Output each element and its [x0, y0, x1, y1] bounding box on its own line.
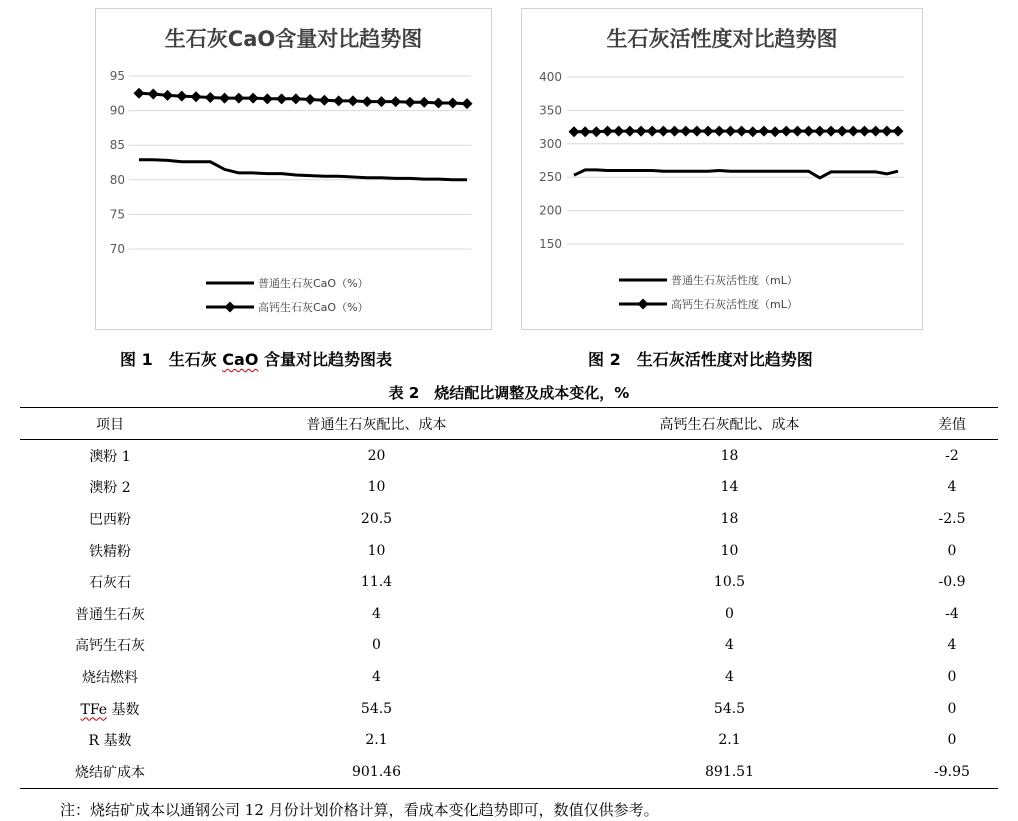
data-point [462, 98, 473, 109]
y-tick-label: 80 [109, 172, 125, 187]
data-point [134, 88, 145, 99]
table-row [20, 472, 998, 504]
table-cell: 18 [720, 510, 739, 527]
data-point [725, 126, 736, 137]
table-title: 表 2 烧结配比调整及成本变化，% [388, 384, 630, 402]
table-row [20, 630, 998, 662]
y-tick-label: 300 [539, 136, 562, 151]
table-cell: 891.51 [553, 756, 906, 788]
data-point [205, 92, 216, 103]
column-header: 高钙生石灰配比、成本 [553, 408, 906, 440]
table-cell: 高钙生石灰 [75, 638, 145, 655]
table-row [20, 756, 998, 788]
table-cell: 巴西粉 [89, 511, 131, 528]
table-cell: 0 [947, 668, 957, 685]
table-cell: 4 [947, 637, 957, 654]
data-point [803, 126, 814, 137]
data-point [758, 126, 769, 137]
table-header-row [20, 408, 998, 440]
tfe-term: TFe [80, 701, 108, 718]
data-point [669, 126, 680, 137]
data-point [319, 95, 330, 106]
data-point [262, 93, 273, 104]
cost-comparison-table [20, 407, 998, 789]
data-point [647, 126, 658, 137]
data-point [419, 97, 430, 108]
figure-2-caption: 图 2 生石灰活性度对比趋势图 [588, 350, 813, 369]
legend-label: 高钙生石灰活性度（mL） [671, 298, 798, 311]
table-cell: 20.5 [360, 510, 393, 527]
data-point [736, 126, 747, 137]
table-cell: 54.5 [713, 700, 746, 717]
table-cell: 901.46 [200, 756, 553, 788]
table-cell: 铁精粉 [89, 543, 131, 560]
table-cell: 20 [367, 447, 386, 464]
data-point [447, 97, 458, 108]
table-row [20, 693, 998, 725]
data-point [433, 97, 444, 108]
cao-chart-svg [96, 9, 491, 329]
y-tick-label: 150 [539, 237, 562, 251]
table-row [20, 535, 998, 567]
chart-title: 生石灰CaO含量对比趋势图 [164, 27, 423, 51]
table-row [20, 724, 998, 756]
data-point [305, 94, 316, 105]
table-cell: 石灰石 [89, 575, 131, 592]
data-point [703, 126, 714, 137]
table-cell: 54.5 [360, 700, 393, 717]
table-note: 注：烧结矿成本以通钢公司 12 月份计划价格计算，看成本变化趋势即可，数值仅供参考。 [60, 801, 659, 819]
table-cell: -2 [945, 447, 959, 464]
data-point [162, 90, 173, 101]
table-cell: 0 [372, 637, 381, 654]
table-row [20, 440, 998, 472]
table-cell: 4 [725, 637, 734, 654]
table-cell: 0 [947, 732, 957, 749]
data-point [870, 126, 881, 137]
table-cell: 0 [947, 542, 957, 559]
figure-1-caption: 图 1 生石灰 CaO 含量对比趋势图表 [120, 350, 392, 369]
y-tick-label: 75 [109, 207, 125, 222]
legend-label: 普通生石灰CaO（%） [258, 277, 369, 290]
legend-marker [638, 299, 649, 310]
series-line [139, 93, 467, 103]
data-point [233, 93, 244, 104]
data-point [362, 96, 373, 107]
legend-label: 高钙生石灰CaO（%） [258, 301, 369, 314]
column-header: 项目 [20, 408, 200, 440]
y-tick-label: 250 [539, 170, 562, 185]
table-cell: 烧结燃料 [82, 669, 138, 686]
y-tick-label: 95 [109, 69, 125, 83]
data-point [191, 91, 202, 102]
data-point [176, 91, 187, 102]
data-point [219, 93, 230, 104]
table-row [20, 503, 998, 535]
cao-content-chart [95, 8, 492, 330]
data-point [837, 126, 848, 137]
data-point [390, 96, 401, 107]
table-cell: TFe 基数 [80, 701, 140, 718]
data-point [636, 126, 647, 137]
table-cell: -0.9 [938, 574, 966, 591]
y-tick-label: 350 [539, 103, 562, 118]
table-cell: 2.1 [365, 732, 388, 749]
column-header: 差值 [906, 408, 998, 440]
table-cell: 烧结矿成本 [20, 756, 200, 788]
table-cell: 0 [947, 700, 957, 717]
table-cell: 4 [947, 479, 957, 496]
table-cell: 10 [367, 479, 386, 496]
table-cell: 18 [720, 447, 739, 464]
table-cell: 0 [725, 605, 734, 622]
table-row [20, 566, 998, 598]
legend-marker [225, 302, 236, 313]
table-row [20, 661, 998, 693]
data-point [602, 126, 613, 137]
table-cell: 普通生石灰 [75, 606, 145, 623]
table-cell: R 基数 [88, 733, 132, 750]
data-point [770, 126, 781, 137]
data-point [825, 126, 836, 137]
data-point [290, 93, 301, 104]
data-point [333, 95, 344, 106]
column-header: 普通生石灰配比、成本 [200, 408, 553, 440]
y-tick-label: 400 [539, 70, 562, 84]
table-cell: -2.5 [938, 510, 966, 527]
data-point [613, 126, 624, 137]
table-cell: 4 [372, 668, 381, 685]
data-point [248, 93, 259, 104]
activity-chart [521, 8, 923, 330]
data-point [591, 126, 602, 137]
series-line [139, 160, 467, 180]
y-tick-label: 90 [109, 103, 125, 118]
data-point [658, 126, 669, 137]
table-cell: 澳粉 2 [89, 480, 131, 497]
data-point [276, 93, 287, 104]
data-point [848, 126, 859, 137]
data-point [781, 126, 792, 137]
table-cell: -4 [945, 605, 959, 622]
data-point [680, 126, 691, 137]
data-point [881, 126, 892, 137]
table-cell: 10.5 [713, 574, 746, 591]
data-point [859, 126, 870, 137]
data-point [376, 96, 387, 107]
data-point [747, 126, 758, 137]
y-tick-label: 200 [539, 203, 562, 218]
data-point [714, 126, 725, 137]
data-point [404, 97, 415, 108]
table-cell: 10 [720, 542, 739, 559]
legend-label: 普通生石灰活性度（mL） [671, 274, 798, 287]
table-cell: 4 [725, 668, 734, 685]
data-point [792, 126, 803, 137]
table-cell: 2.1 [718, 732, 741, 749]
table-cell: 11.4 [360, 574, 393, 591]
y-tick-label: 85 [109, 138, 125, 153]
data-point [347, 95, 358, 106]
data-point [580, 126, 591, 137]
data-point [893, 126, 904, 137]
caption-cao-term: CaO [222, 350, 259, 369]
table-cell: 澳粉 1 [89, 448, 131, 465]
y-tick-label: 70 [109, 242, 125, 256]
data-point [148, 88, 159, 99]
chart-title: 生石灰活性度对比趋势图 [606, 27, 838, 51]
table-cell: 4 [372, 605, 381, 622]
data-point [569, 126, 580, 137]
table-cell: -9.95 [906, 756, 998, 788]
data-point [691, 126, 702, 137]
table-cell: 14 [720, 479, 739, 496]
table-cell: 10 [367, 542, 386, 559]
data-point [624, 126, 635, 137]
table-row [20, 598, 998, 630]
activity-chart-svg [522, 9, 922, 329]
data-point [814, 126, 825, 137]
